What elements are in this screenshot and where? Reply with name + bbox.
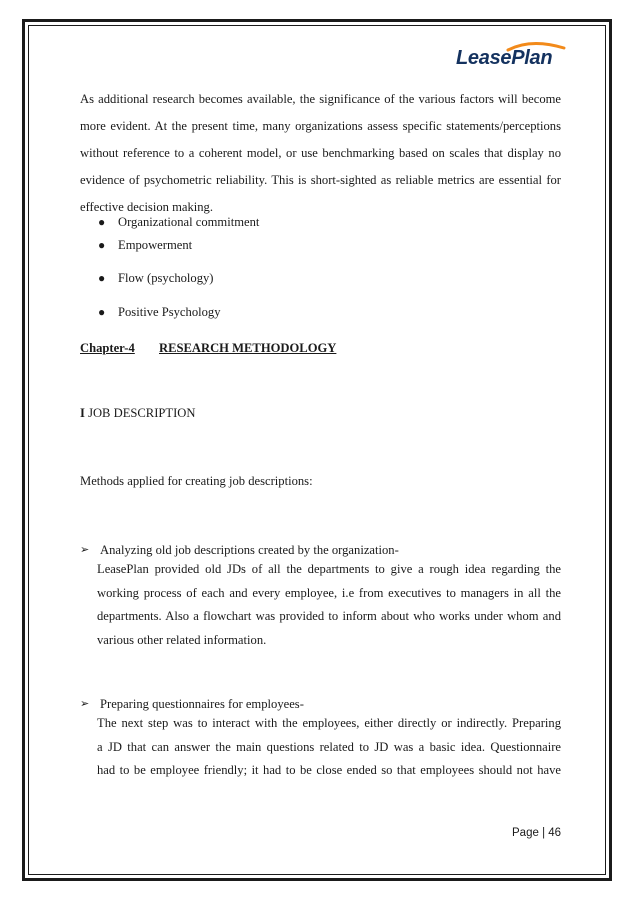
intro-line: evidence of psychometric reliability. This is short-sighted as reliable metrics are essential for	[80, 173, 561, 187]
method-title: Preparing questionnaires for employees-	[100, 697, 304, 711]
method-line: departments. Also a flowchart was provided to inform about who works under whom and	[97, 609, 561, 623]
intro-line: effective decision making.	[80, 200, 214, 214]
methods-intro: Methods applied for creating job descriptions:	[80, 474, 313, 488]
bullet-text: Organizational commitment	[118, 215, 260, 229]
method-line: a JD that can answer the main questions related to JD was a basic idea. Questionnaire	[97, 739, 561, 754]
method-line: working process of each and every employee, i.e from executives to managers in all the	[97, 585, 561, 600]
chapter-number: Chapter-4	[80, 341, 135, 355]
intro-line: As additional research becomes available, the significance of the various factors will become	[80, 92, 561, 106]
page-separator: |	[542, 827, 546, 839]
method-line: LeasePlan provided old JDs of all the departments to give a rough idea regarding the	[97, 562, 561, 576]
intro-paragraph	[80, 86, 561, 221]
logo-text: LeasePlan	[456, 47, 553, 69]
bullet-text: Flow (psychology)	[118, 271, 214, 285]
page-footer	[512, 827, 561, 839]
section-title: JOB DESCRIPTION	[88, 406, 196, 420]
method-body	[97, 712, 561, 783]
intro-line: without reference to a coherent model, or use benchmarking based on scales that display no	[80, 146, 561, 160]
page-label: Page	[512, 827, 539, 839]
method-line: had to be employee friendly; it had to be close ended so that employees should not have	[97, 763, 561, 777]
bullet-icon: ●	[98, 238, 106, 252]
intro-line: more evident. At the present time, many organizations assess specific statements/perceptions	[80, 119, 561, 133]
chapter-title: RESEARCH METHODOLOGY	[159, 341, 337, 355]
bullet-icon: ●	[98, 271, 106, 285]
method-line: The next step was to interact with the employees, either directly or indirectly. Preparing	[97, 716, 561, 730]
method-title: Analyzing old job descriptions created by the organization-	[100, 543, 399, 557]
method-body	[97, 558, 561, 652]
page-number: 46	[548, 827, 562, 839]
method-line: various other related information.	[97, 632, 267, 647]
bullet-icon: ●	[98, 215, 106, 229]
arrow-bullet-icon: ➢	[80, 543, 90, 556]
section-numeral: I	[80, 406, 85, 420]
bullet-icon: ●	[98, 305, 106, 319]
bullet-text: Positive Psychology	[118, 305, 221, 319]
arrow-bullet-icon: ➢	[80, 697, 90, 710]
bullet-text: Empowerment	[118, 238, 193, 252]
section-heading	[80, 406, 195, 421]
leaseplan-logo	[446, 40, 576, 80]
